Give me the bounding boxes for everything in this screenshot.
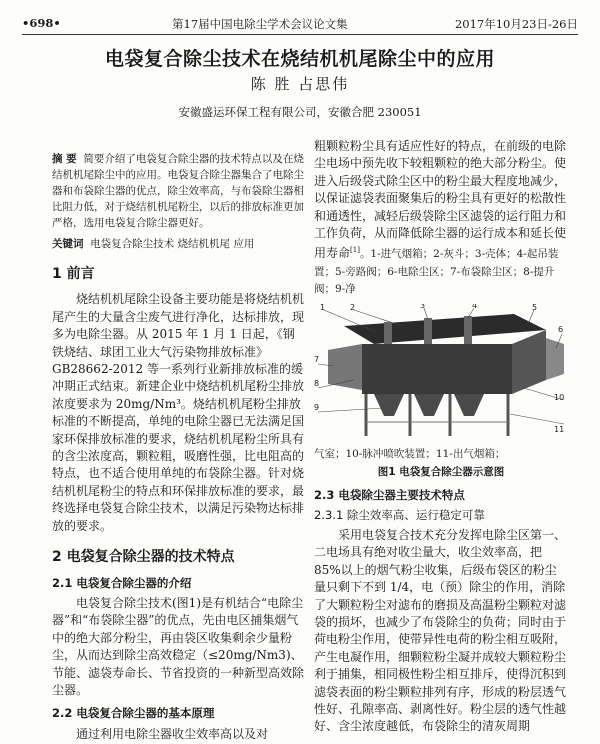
section-2-title: 2 电袋复合除尘器的技术特点 [52,549,235,566]
hopper [414,394,444,416]
right-column-paragraph [314,138,568,298]
conference-name: 第17届中国电除尘学术会议论文集 [172,17,348,31]
figure-legend-text: 。1-进气烟箱；2-灰斗；3-壳体；4-起吊装置；5-旁路阀；6-电除尘区；7-布袋除尘区；8-提升阀；9-净 [314,248,559,296]
section-2-2-title: 2.2 电袋复合除尘器的基本原理 [52,706,215,721]
hopper [454,394,484,416]
running-header [22,12,578,35]
outlet-box [546,338,564,380]
callout-label: 2 [350,303,356,312]
right-column [314,138,568,736]
hopper [374,394,404,416]
keywords-text: 电袋复合除尘技术 烧结机机尾 应用 [90,238,255,250]
section-1-title: 1 前言 [52,266,95,282]
roof-shape [344,314,546,344]
abstract [52,151,304,231]
conference-date: 2017年10月23日-26日 [454,17,578,31]
callout-label: 10 [554,392,565,402]
paper-affiliation: 安徽盛运环保工程有限公司，安徽合肥 230051 [178,105,422,119]
section-2-3-1-paragraph: 采用电袋复合技术充分发挥电除尘区第一、二电场具有绝对收尘量大，收尘效率高，把 85%以上的烟气粉尘收集，后级布袋区的粉尘量只剩下不到 1/4，电（预）除尘的作用，消除了大颗粒粉尘对滤布的磨损及高温粉尘颗粒对滤袋的损坏，也减少了布袋除尘的负荷；同时由于荷电粉尘作用，使带异性电荷的粉尘相互吸附，产生电凝作用，细颗粒粉尘凝并成较大颗粒粉尘利于捕集，相同极性粉尘相互排斥，使得沉积到滤袋表面的粉尘颗粒排列有序，形成的粉层透气性好、孔隙率高、剥离性好。粉尘层的透气性越好、含尘浓度越低，布袋除尘的清灰周期 [314,527,567,734]
callout-label: 11 [554,424,565,434]
top-pipe [424,318,432,344]
callout-label: 6 [558,324,564,334]
casing-body [362,344,512,394]
inlet-box [328,344,362,390]
callout-label: 4 [472,303,478,310]
figure-1-diagram [314,304,568,444]
callout-label: 7 [314,354,320,364]
section-2-2-paragraph: 通过利用电除尘器收尘效率高以及对 [76,726,269,741]
left-column [52,151,304,743]
section-1-paragraph: 烧结机机尾除尘设备主要功能是将烧结机机尾产生的大量含尘废气进行净化，达标排放，现多为电除尘器。从 2015 年 1 月 1 日起，《钢铁烧结、球团工业大气污染物排放标准》GB28662-2012 等一系列行业新排放标准的缓冲期正式结束。新建企业中烧结机机尾粉尘排放浓度要求为 20mg/Nm³。烧结机机尾粉尘排放标准的不断提高，单纯的电除尘器已无法满足国家环保排放标准的要求，烧结机机尾粉尘所具有的含尘浓度高，颗粒粗，吸磨性强，比电阻高的特点，也不适合使用单纯的布袋除尘器。针对烧结机机尾粉尘的特点和环保排放标准的要求，最终选择电袋复合除尘技术，以满足污染物达标排放的要求。 [52,292,305,533]
paper-authors: 陈 胜 占思伟 [250,75,350,93]
paper-title: 电袋复合除尘技术在烧结机机尾除尘中的应用 [104,48,495,70]
precipitator-drawing [314,304,568,444]
citation-ref: [1] [350,246,360,255]
top-pipe [384,322,392,344]
right-paragraph-text: 粗颗粒粉尘具有适应性好的特点，在前级的电除尘电场中预先收下较粗颗粒的绝大部分粉尘。使进入后级袋式除尘区中的粉尘最大程度地减少，以保证滤袋表面聚集后的粉尘具有更好的松散性和通透性，减轻后级袋除尘区滤袋的运行阻力和工作负荷，从而降低除尘器的运行成本和延长使用寿命 [314,139,567,261]
callout-label: 9 [314,402,320,412]
section-2-3-title: 2.3 电袋除尘器主要技术特点 [314,488,465,503]
section-2-1-paragraph: 电袋复合除尘技术(图1)是有机结合“电除尘器”和“布袋除尘器”的优点，先由电区捕集烟气中的绝大部分粉尘，再由袋区收集剩余少量粉尘，从而达到除尘高效稳定（≤20mg/Nm3)、节能、滤袋寿命长、节省投资的一种新型高效除尘器。 [52,595,305,697]
casing-side [512,330,546,394]
abstract-label: 摘 要 [52,153,77,165]
abstract-text: 简要介绍了电袋复合除尘器的技术特点以及在烧结机机尾除尘中的应用。电袋复合除尘器集合了电除尘器和布袋除尘器的优点，除尘效率高，与布袋除尘器相比阻力低，对于烧结机机尾粉尘，以后的排放标准更加严格，选用电袋复合除尘器更好。 [52,153,304,229]
page-number: •698• [22,16,61,30]
section-2-1-title: 2.1 电袋复合除尘器的介绍 [52,575,192,590]
figure-legend-continued: 气室；10-脉冲喷吹装置；11-出气烟箱； [314,447,506,460]
callout-label: 8 [314,378,320,388]
section-2-3-1-title: 2.3.1 除尘效率高、运行稳定可靠 [314,508,485,523]
callout-label: 1 [320,303,326,312]
keywords [52,236,304,252]
keywords-label: 关键词 [52,238,84,250]
figure-1-caption: 图1 电袋复合除尘器示意图 [377,465,505,478]
callout-label: 3 [420,303,426,310]
top-pipe [464,316,472,344]
callout-label: 5 [532,303,538,312]
